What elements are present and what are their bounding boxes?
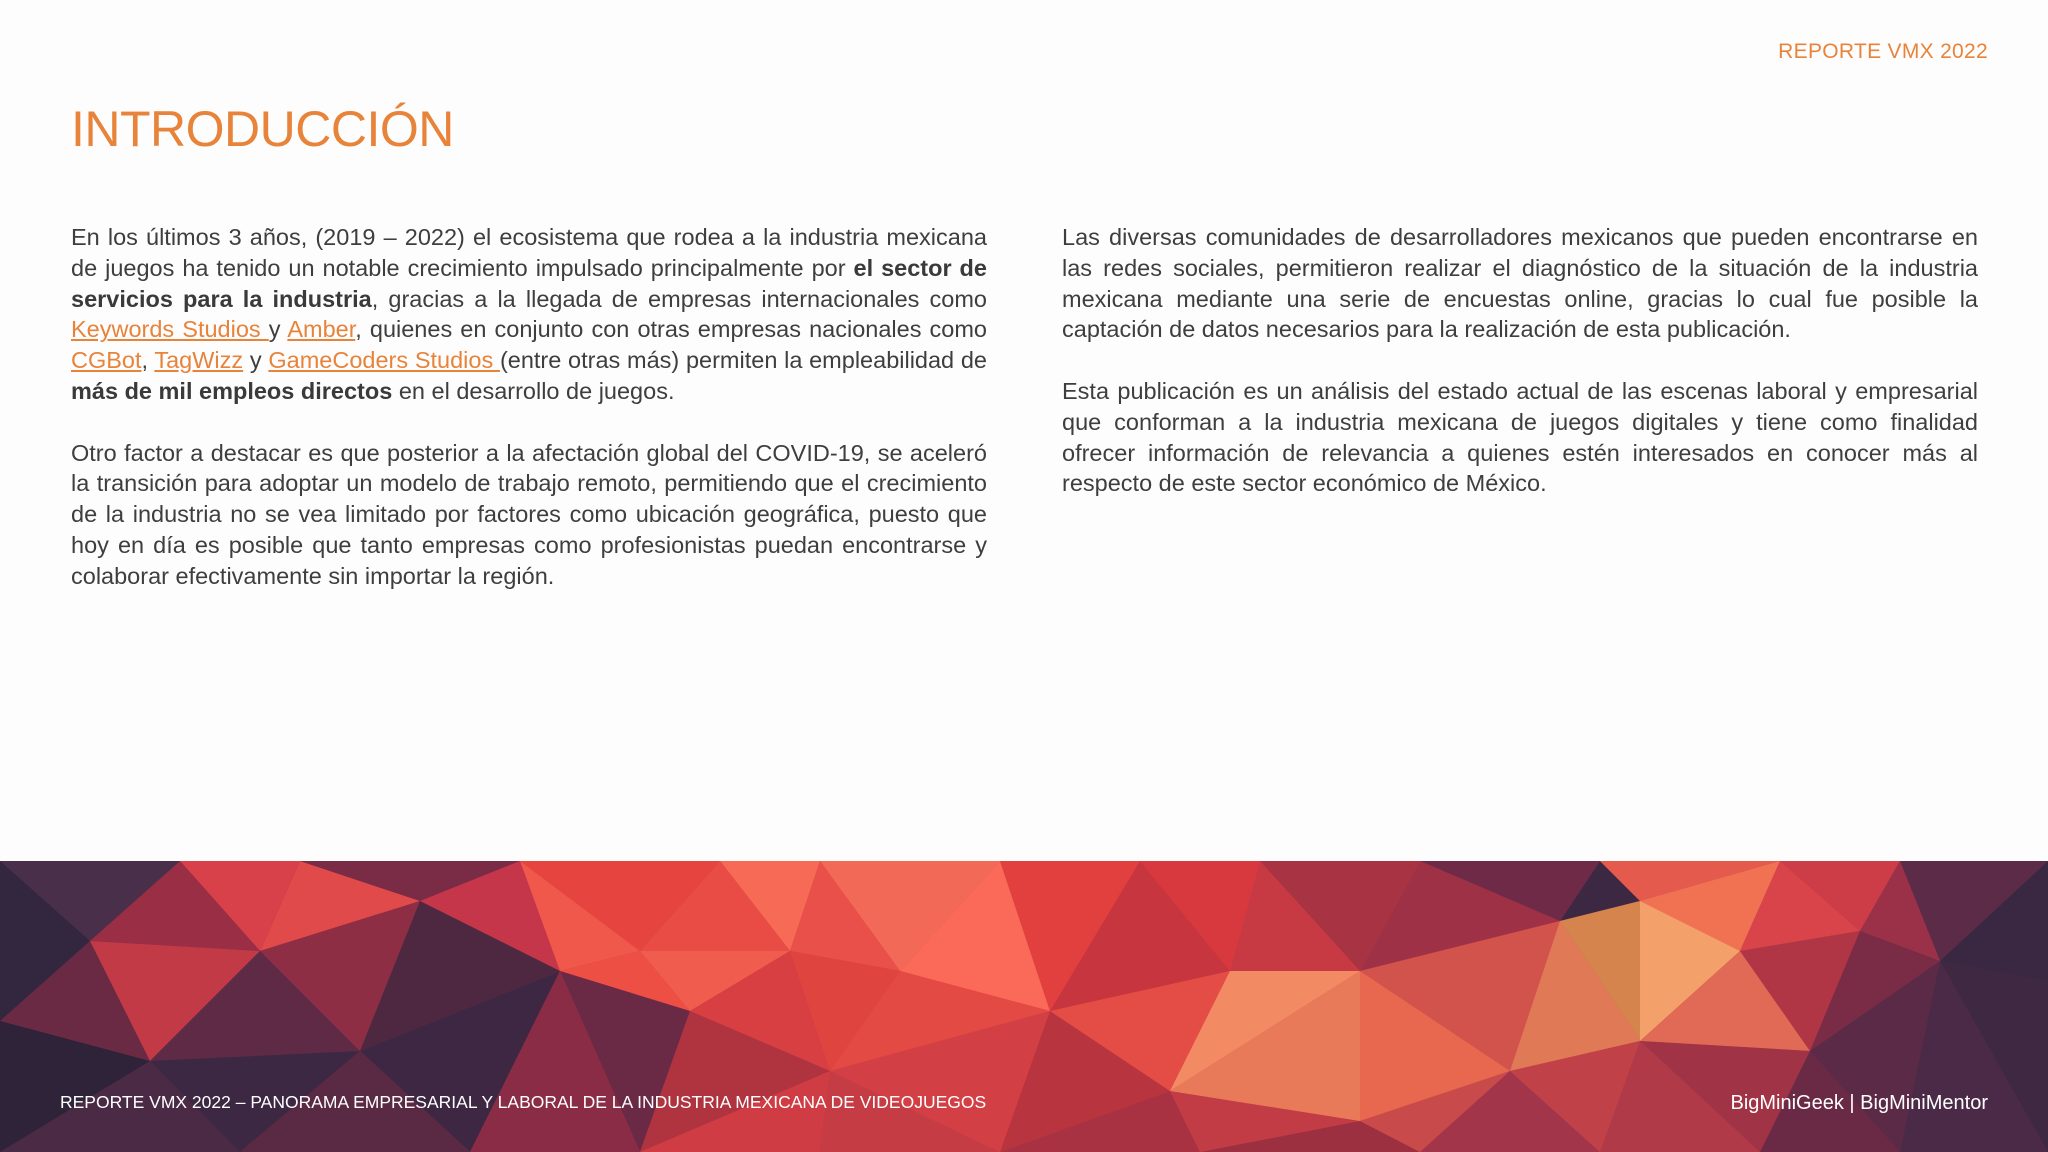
- text-span: y: [268, 316, 288, 343]
- bold-direct-jobs: más de mil empleos directos: [71, 377, 393, 404]
- link-keywords-studios[interactable]: Keywords Studios: [71, 316, 269, 343]
- link-amber[interactable]: Amber: [287, 316, 356, 343]
- intro-paragraph-4: Esta publicación es un análisis del estado actual de las escenas laboral y empresarial que conforman a la industria mexicana de juegos digitales y tiene como finalidad ofrecer información de relevancia a quienes estén interesados en conocer más al respecto de este sector económico de México.: [1062, 377, 1978, 497]
- text-span: en el desarrollo de juegos.: [392, 377, 675, 404]
- link-tagwizz[interactable]: TagWizz: [154, 347, 244, 374]
- text-span: En los últimos 3 años, (2019 – 2022) el ecosistema que rodea a la industria mexicana de juegos ha tenido un notable crecimiento impulsado principalmente por: [71, 224, 987, 281]
- text-span: y: [243, 347, 269, 374]
- right-column: [1062, 222, 1978, 530]
- footer-brand-names: BigMiniGeek | BigMiniMentor: [1730, 1092, 1988, 1114]
- intro-paragraph-3: Las diversas comunidades de desarrolladores mexicanos que pueden encontrarse en las redes sociales, permitieron realizar el diagnóstico de la situación de la industria mexicana mediante una serie de encuestas online, gracias lo cual fue posible la captación de datos necesarios para la realización de esta publicación.: [1062, 224, 1978, 343]
- left-column: [71, 222, 987, 622]
- bold-services-sector: el sector de servicios para la industria: [71, 254, 987, 312]
- text-span: , quienes en conjunto con otras empresas nacionales como: [355, 316, 987, 343]
- text-span: (entre otras más) permiten la empleabilidad de: [499, 347, 987, 374]
- text-span: ,: [141, 347, 155, 374]
- header-report-tag: REPORTE VMX 2022: [1778, 40, 1988, 63]
- link-cgbot[interactable]: CGBot: [71, 347, 142, 374]
- link-gamecoders-studios[interactable]: GameCoders Studios: [268, 347, 500, 374]
- page-title: INTRODUCCIÓN: [71, 101, 454, 157]
- footer-report-title: REPORTE VMX 2022 – PANORAMA EMPRESARIAL Y LABORAL DE LA INDUSTRIA MEXICANA DE VIDEOJUEGOS: [60, 1092, 987, 1112]
- intro-paragraph-1: [71, 222, 987, 407]
- intro-paragraph-2: Otro factor a destacar es que posterior a la afectación global del COVID-19, se aceleró la transición para adoptar un modelo de trabajo remoto, permitiendo que el crecimiento de la industria no se vea limitado por factores como ubicación geográfica, puesto que hoy en día es posible que tanto empresas como profesionistas puedan encontrarse y colaborar efectivamente sin importar la región.: [71, 439, 987, 589]
- text-span: , gracias a la llegada de empresas internacionales como: [371, 285, 988, 312]
